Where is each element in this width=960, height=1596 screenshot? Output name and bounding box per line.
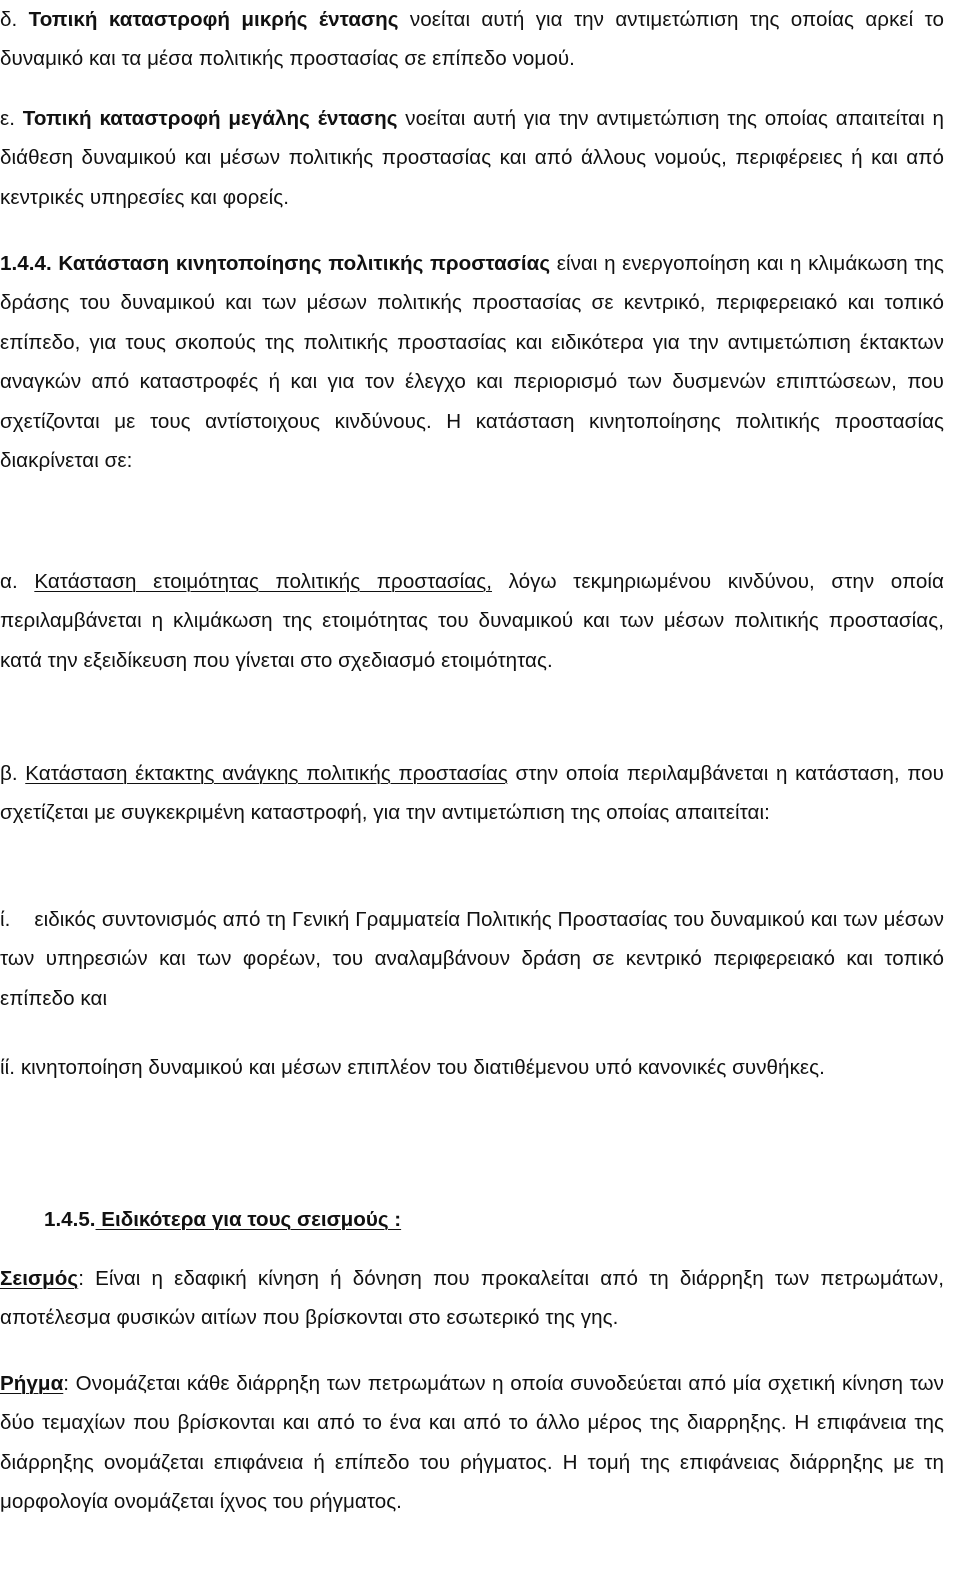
defined-term: Κατάσταση κινητοποίησης πολιτικής προστασίας (58, 252, 551, 275)
paragraph-section-1-4-4 (0, 244, 944, 480)
sub-item-text: κινητοποίηση δυναμικού και μέσων επιπλέον του διατιθέμενου υπό κανονικές συνθήκες. (20, 1056, 825, 1079)
item-marker: β. (0, 762, 18, 785)
paragraph-alpha (0, 562, 944, 680)
paragraph-sub-i (0, 900, 944, 1018)
underlined-term: Κατάσταση έκτακτης ανάγκης πολιτικής προστασίας (25, 762, 508, 785)
defined-term: Σεισμός (0, 1267, 79, 1290)
paragraph-rigma (0, 1364, 944, 1522)
definition-text: : Είναι η εδαφική κίνηση ή δόνηση που προκαλείται από τη διάρρηξη των πετρωμάτων, αποτέλεσμα φυσικών αιτίων που βρίσκονται στο εσωτερικό της γης. (0, 1267, 944, 1330)
defined-term: Τοπική καταστροφή μικρής έντασης (28, 8, 399, 31)
paragraph-beta (0, 754, 944, 833)
definition-text: είναι η ενεργοποίηση και η κλιμάκωση της δράσης του δυναμικού και των μέσων πολιτικής προστασίας σε κεντρικό, περιφερειακό και τοπικό επίπεδο, για τους σκοπούς της πολιτικής προστασίας και ειδικότερα για την αντιμετώπιση έκτακτων αναγκών από καταστροφές ή και για τον έλεγχο και περιορισμό των δυσμενών επιπτώσεων, που σχετίζονται με τους αντίστοιχους κινδύνους. Η κατάσταση κινητοποίησης πολιτικής προστασίας διακρίνεται σε: (0, 252, 945, 473)
sub-item-text: ειδικός συντονισμός από τη Γενική Γραμματεία Πολιτικής Προστασίας του δυναμικού και των μέσων των υπηρεσιών και των φορέων, του αναλαμβάνουν δράση σε κεντρικό περιφερειακό και τοπικό επίπεδο και (0, 908, 944, 1010)
item-marker: ί. (0, 908, 11, 931)
item-marker: ε. (0, 107, 16, 130)
defined-term: Τοπική καταστροφή μεγάλης έντασης (22, 107, 398, 130)
definition-text: νοείται αυτή για την αντιμετώπιση της οποίας απαιτείται η διάθεση δυναμικού και μέσων πολιτικής προστασίας και από άλλους νομούς, περιφέρειες ή και από κεντρικές υπηρεσίες και φορείς. (0, 107, 944, 209)
definition-text: νοείται αυτή για την αντιμετώπιση της οποίας αρκεί το δυναμικό και τα μέσα πολιτικής προστασίας σε επίπεδο νομού. (0, 8, 944, 71)
section-number: 1.4.4. (0, 252, 52, 275)
paragraph-sub-ii (0, 1048, 944, 1087)
section-number: 1.4.5. (44, 1208, 96, 1231)
item-marker: ίί. (0, 1056, 16, 1079)
item-marker: α. (0, 570, 18, 593)
section-title: Ειδικότερα για τους σεισμούς : (95, 1208, 402, 1231)
defined-term: Ρήγμα (0, 1372, 64, 1395)
paragraph-seismos (0, 1259, 944, 1338)
paragraph-epsilon (0, 99, 944, 217)
section-heading-1-4-5 (44, 1200, 401, 1239)
definition-text: λόγω τεκμηριωμένου κινδύνου, στην οποία περιλαμβάνεται η κλιμάκωση της ετοιμότητας του δυναμικού και των μέσων πολιτικής προστασίας, κατά την εξειδίκευση που γίνεται στο σχεδιασμό ετοιμότητας. (0, 570, 944, 672)
definition-text: : Ονομάζεται κάθε διάρρηξη των πετρωμάτων η οποία συνοδεύεται από μία σχετική κίνηση των δύο τεμαχίων που βρίσκονται και από το ένα και από το άλλο μέρος της διαρρηξης. Η επιφάνεια της διάρρηξης ονομάζεται επιφάνεια ή επίπεδο του ρήγματος. Η τομή της επιφάνειας διάρρηξης με τη μορφολογία ονομάζεται ίχνος του ρήγματος. (0, 1372, 944, 1514)
item-marker: δ. (0, 8, 18, 31)
paragraph-delta (0, 0, 944, 79)
underlined-term: Κατάσταση ετοιμότητας πολιτικής προστασίας, (34, 570, 493, 593)
definition-text: στην οποία περιλαμβάνεται η κατάσταση, που σχετίζεται με συγκεκριμένη καταστροφή, για την αντιμετώπιση της οποίας απαιτείται: (0, 762, 944, 825)
